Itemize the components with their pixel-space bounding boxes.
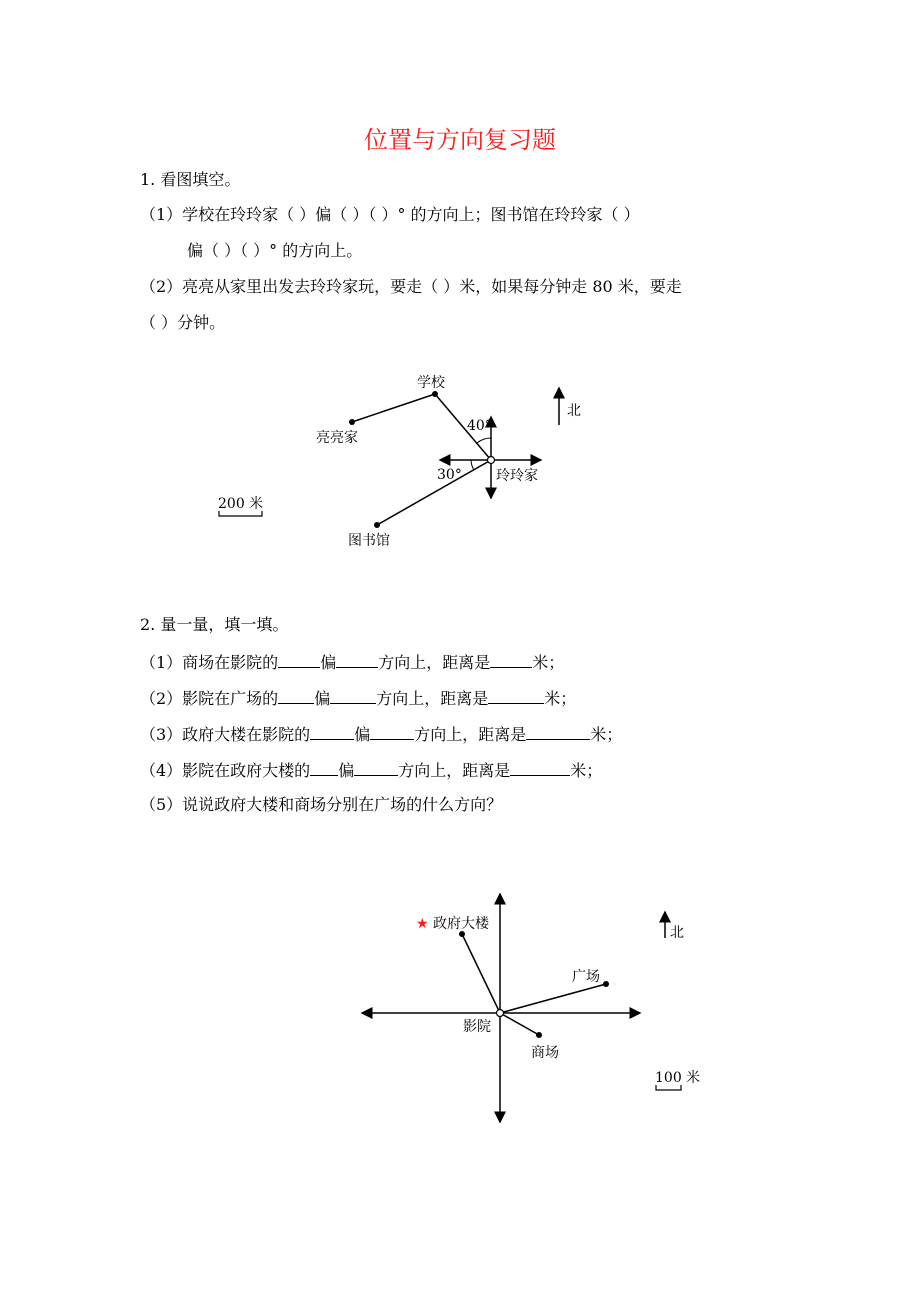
q1-path-liangliang-school bbox=[352, 394, 435, 422]
q2-diagram bbox=[0, 880, 920, 1140]
label-angle-west: 30° bbox=[437, 467, 462, 483]
q1-point-liangliang bbox=[349, 419, 355, 425]
label-cinema: 影院 bbox=[463, 1019, 491, 1035]
q1-item1-line2: 偏（ ）（ ）° 的方向上。 bbox=[187, 241, 363, 260]
q1-point-lingling bbox=[488, 457, 495, 464]
q1-item2-line2: （ ）分钟。 bbox=[140, 313, 226, 332]
q2-line-government bbox=[462, 934, 500, 1013]
label-lingling-home: 玲玲家 bbox=[496, 468, 538, 484]
q2-item-3: （3）政府大楼在影院的 偏 方向上，距离是 米； bbox=[140, 725, 623, 744]
label-library: 图书馆 bbox=[348, 533, 390, 549]
label-liangliang-home: 亮亮家 bbox=[316, 430, 358, 446]
q2-point-mall bbox=[536, 1032, 542, 1038]
page-title: 位置与方向复习题 bbox=[364, 126, 556, 154]
q2-line-mall bbox=[500, 1013, 539, 1035]
q2-line-square bbox=[500, 984, 606, 1013]
q2-item-5: （5）说说政府大楼和商场分别在广场的什么方向？ bbox=[140, 795, 503, 814]
q1-point-school bbox=[432, 391, 438, 397]
q2-heading: 2. 量一量，填一填。 bbox=[140, 615, 289, 634]
q1-item1-line1: （1）学校在玲玲家（ ）偏（ ）（ ）° 的方向上；图书馆在玲玲家（ ） bbox=[140, 205, 640, 224]
label-square: 广场 bbox=[572, 969, 600, 985]
label-school: 学校 bbox=[417, 375, 445, 391]
q1-angle-arc-north bbox=[477, 438, 491, 443]
q1-point-library bbox=[374, 522, 380, 528]
q1-angle-arc-west bbox=[471, 460, 474, 470]
q2-point-square bbox=[603, 981, 609, 987]
label-government: 政府大楼 bbox=[433, 916, 489, 932]
label-angle-north: 40° bbox=[467, 418, 492, 434]
label-scale-2: 100 米 bbox=[655, 1070, 701, 1086]
star-icon: ★ bbox=[416, 916, 429, 932]
q1-diagram bbox=[0, 360, 920, 560]
label-north-2: 北 bbox=[670, 925, 684, 941]
label-north-1: 北 bbox=[567, 403, 581, 419]
q2-item-1: （1）商场在影院的 偏 方向上，距离是 米； bbox=[140, 653, 565, 672]
q2-item-4: （4）影院在政府大楼的 偏 方向上，距离是 米； bbox=[140, 761, 603, 780]
label-mall: 商场 bbox=[531, 1045, 559, 1061]
q1-item2-line1: （2）亮亮从家里出发去玲玲家玩，要走（ ）米，如果每分钟走 80 米，要走 bbox=[140, 277, 682, 296]
q2-item-2: （2）影院在广场的 偏 方向上，距离是 米； bbox=[140, 689, 577, 708]
label-scale-1: 200 米 bbox=[218, 496, 264, 512]
q1-heading: 1. 看图填空。 bbox=[140, 170, 241, 189]
q2-point-cinema bbox=[497, 1010, 504, 1017]
